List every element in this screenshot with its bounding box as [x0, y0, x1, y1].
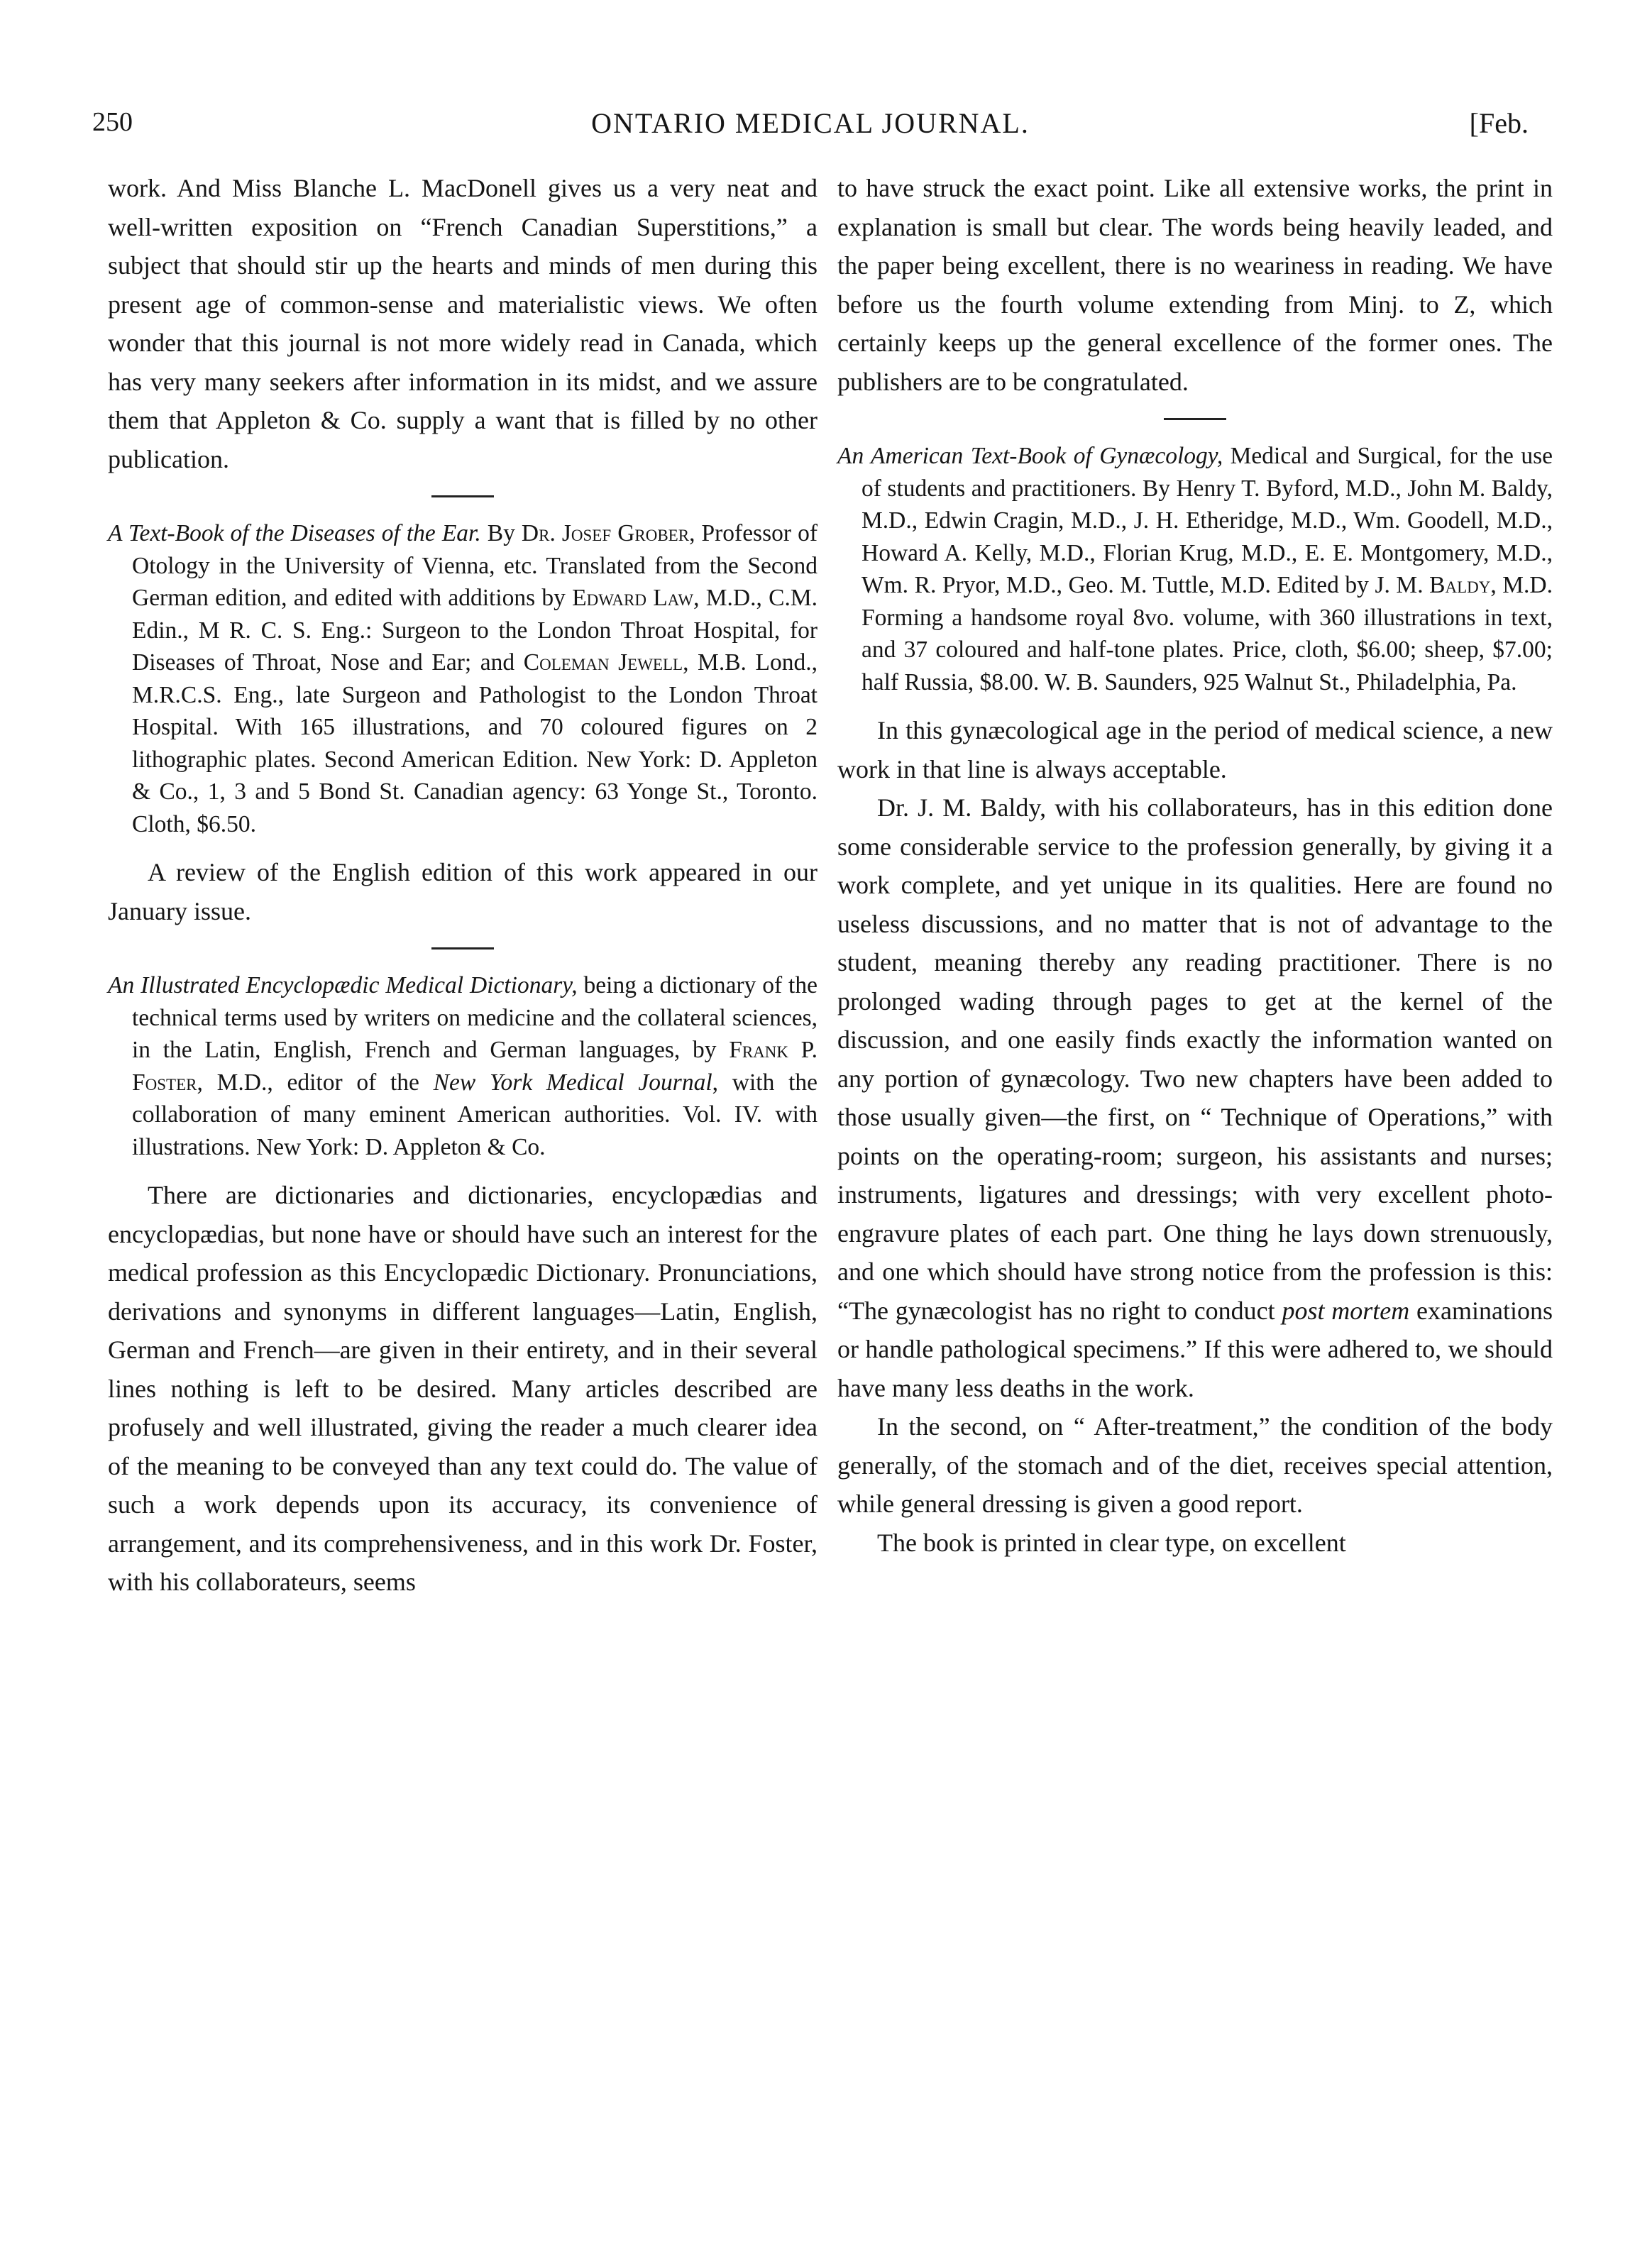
journal-name: New York Medical Journal [433, 1069, 712, 1096]
section-divider [1164, 418, 1226, 420]
section-divider [431, 947, 494, 949]
section-divider [431, 495, 494, 497]
page-header [92, 106, 1529, 149]
review-paragraph: In this gynæcological age in the period of medical science, a new work in that line is always acceptable. [837, 716, 1553, 783]
page-number: 250 [92, 107, 133, 137]
ear-review-paragraph: A review of the English edition of this work appeared in our January issue. [108, 858, 818, 925]
review-paragraph: In the second, on “ After-treatment,” the condition of the body generally, of the stomach and of the diet, receives special attention, while general dressing is given a good report. [837, 1412, 1553, 1518]
intro-paragraph: work. And Miss Blanche L. MacDonell gives us a very neat and well-written exposition on “French Canadian Superstitions,” a subject that should stir up the hearts and minds of men during this present age of common-sense and materialistic views. We often wonder that this journal is not more widely read in Canada, which has very many seekers after information in its midst, and we assure them that Appleton & Co. supply a want that is filled by no other publication. [108, 174, 818, 473]
author-name: Dr. Josef Grober [521, 520, 690, 546]
author-name: Frank P. Foster [132, 1037, 818, 1096]
gynaecology-citation: An American Text-Book of Gynæcology, Medical and Surgical, for the use of students and practitioners. By Henry T. Byford, M.D., John M. Baldy, M.D., Edwin Cragin, M.D., J. H. Etheridge, M.D., Wm. Goodell, M.D., Howard A. Kelly, M.D., Florian Krug, M.D., E. E. Montgomery, M.D., Wm. R. Pryor, M.D., Geo. M. Tuttle, M.D. Edited by J. M. Baldy, M.D. Forming a handsome royal 8vo. volume, with 360 illustrations in text, and 37 coloured and half-tone plates. Price, cloth, $6.00; sheep, $7.00; half Russia, $8.00. W. B. Saunders, 925 Walnut St., Philadelphia, Pa. [837, 443, 1553, 695]
dictionary-citation: An Illustrated Encyclopædic Medical Dictionary, being a dictionary of the technical terms used by writers on medicine and the collateral sciences, in the Latin, English, French and German languages, by Frank P. Foster, M.D., editor of the New York Medical Journal, with the collaboration of many eminent American authorities. Vol. IV. with illustrations. New York: D. Appleton & Co. [108, 972, 818, 1160]
journal-title: ONTARIO MEDICAL JOURNAL. [591, 107, 1030, 139]
left-column [108, 169, 818, 1602]
review-paragraph: Dr. J. M. Baldy, with his collaborateurs, has in this edition done some considerable service to the profession generally, by giving it a work complete, and yet unique in its qualities. Here are found no useless discussions, and no matter that is not of advantage to the student, meaning thereby any reading practitioner. There is no prolonged wading through pages to get at the kernel of the discussion, and one easily finds exactly the information wanted on any portion of gynæcology. Two new chapters have been added to those usually given—the first, on “ Technique of Operations,” with points on the operating-room; surgeon, his assistants and nurses; instruments, ligatures and dressings; with very excellent photo-engravure plates of each part. One thing he lays down strenuously, and one which should have strong notice from the profession is this: “The gynæcologist has no right to conduct post mortem examinations or handle pathological specimens.” If this were adhered to, we should have many less deaths in the work. [837, 793, 1553, 1402]
dictionary-title: An Illustrated Encyclopædic Medical Dictionary, [108, 972, 578, 998]
gynaecology-title: An American Text-Book of Gynæcology, [837, 443, 1223, 469]
author-name: Coleman Jewell [523, 649, 683, 676]
review-paragraph: The book is printed in clear type, on excellent [877, 1528, 1346, 1557]
continuation-paragraph: to have struck the exact point. Like all extensive works, the print in explanation is small but clear. The words being heavily leaded, and the paper being excellent, there is no weariness in reading. We have before us the fourth volume extending from Minj. to Z, which certainly keeps up the general excellence of the former ones. The publishers are to be congratulated. [837, 174, 1553, 396]
issue-month: [Feb. [1469, 107, 1529, 139]
ear-book-citation: A Text-Book of the Diseases of the Ear. By Dr. Josef Grober, Professor of Otology in the University of Vienna, etc. Translated from the Second German edition, and edited with additions by Edward Law, M.D., C.M. Edin., M R. C. S. Eng.: Surgeon to the London Throat Hospital, for Diseases of Throat, Nose and Ear; and Coleman Jewell, M.B. Lond., M.R.C.S. Eng., late Surgeon and Pathologist to the London Throat Hospital. With 165 illustrations, and 70 coloured figures on 2 lithographic plates. Second American Edition. New York: D. Appleton & Co., 1, 3 and 5 Bond St. Canadian agency: 63 Yonge St., Toronto. Cloth, $6.50. [108, 520, 818, 837]
emphasis-text: post mortem [1282, 1296, 1410, 1325]
editor-name: J. M. Baldy [1375, 572, 1491, 598]
ear-book-title: A Text-Book of the Diseases of the Ear. [108, 520, 481, 546]
right-column [837, 169, 1553, 1562]
dictionary-review-paragraph: There are dictionaries and dictionaries, encyclopædias and encyclopædias, but none have or should have such an interest for the medical profession as this Encyclopædic Dictionary. Pronunciations, derivations and synonyms in different languages—Latin, English, German and French—are given in their entirety, and in their several lines nothing is left to be desired. Many articles described are profusely and well illustrated, giving the reader a much clearer idea of the meaning to be conveyed than any text could do. The value of such a work depends upon its accuracy, its convenience of arrangement, and its comprehensiveness, and in this work Dr. Foster, with his collaborateurs, seems [108, 1181, 818, 1596]
author-name: Edward Law [572, 585, 694, 611]
